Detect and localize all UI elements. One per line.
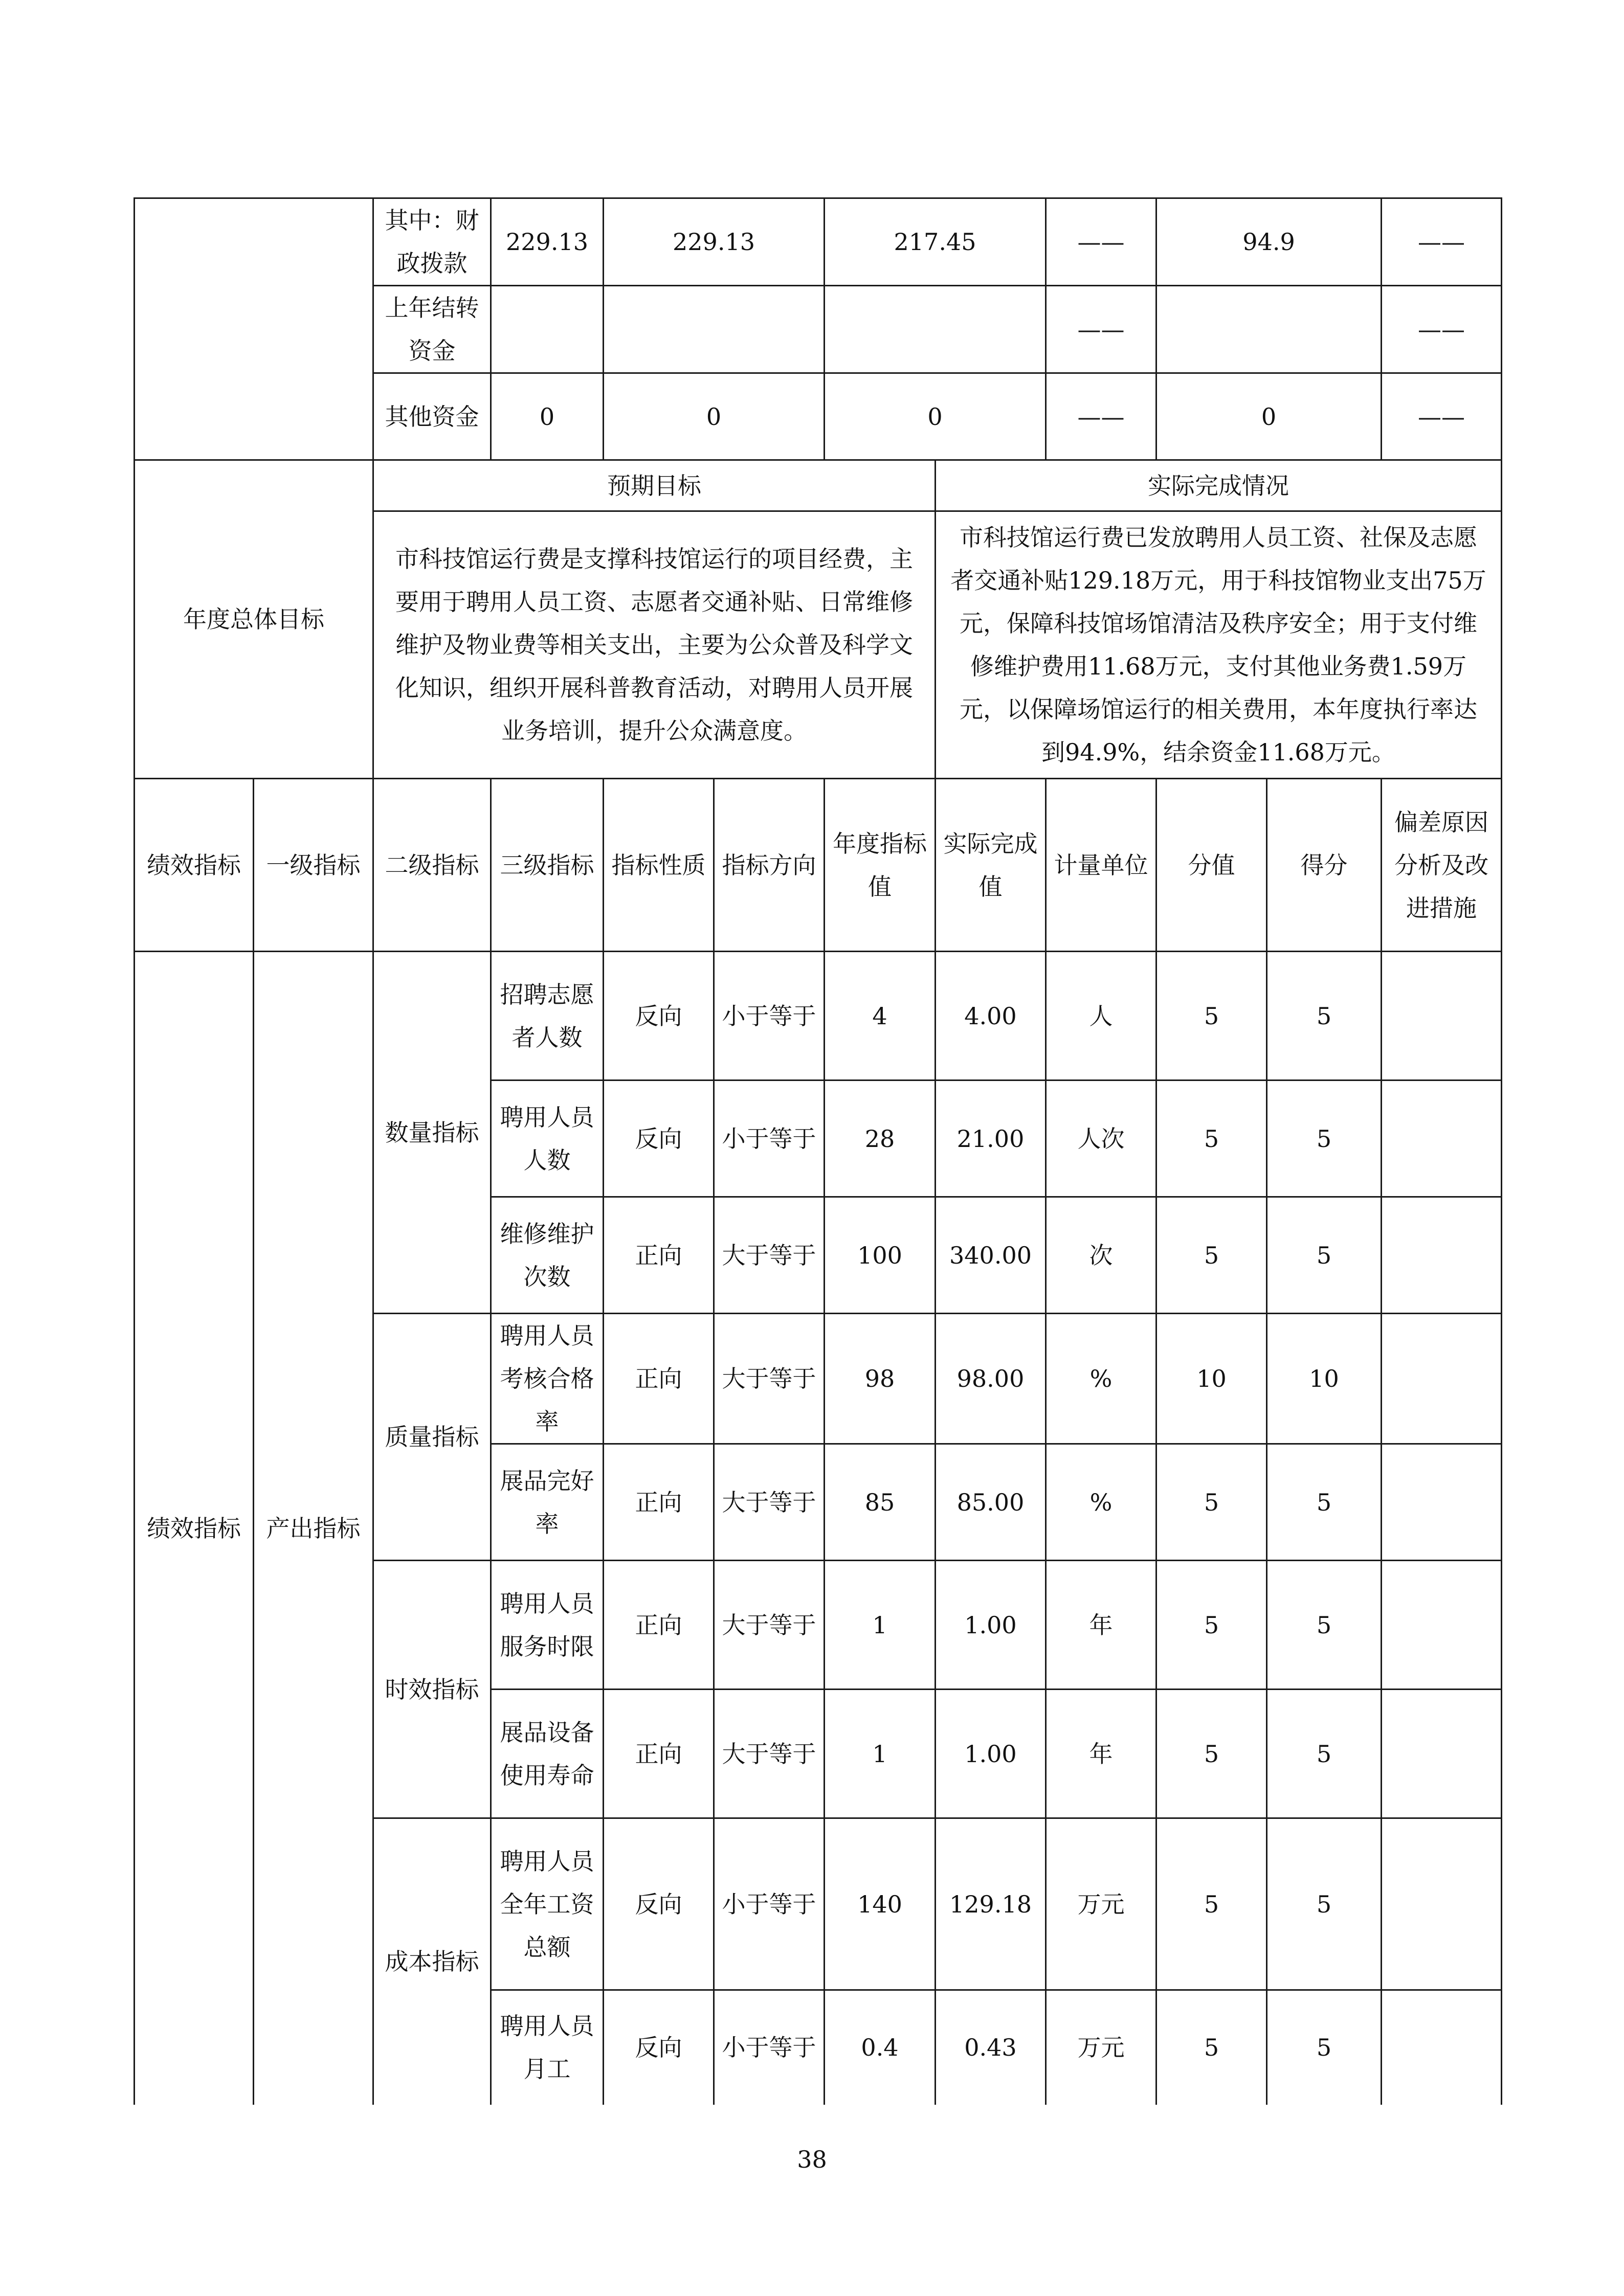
- indicator-row: [135, 952, 1502, 1081]
- indicator-target: 140: [825, 1818, 936, 1990]
- indicator-score: 5: [1156, 1561, 1267, 1690]
- indicator-direction: 大于等于: [714, 1561, 825, 1690]
- indicator-got: 5: [1267, 952, 1382, 1081]
- header-cell: 年度指标值: [825, 779, 936, 952]
- header-cell: 得分: [1267, 779, 1382, 952]
- indicator-direction: 大于等于: [714, 1444, 825, 1561]
- indicator-group: 数量指标: [373, 952, 491, 1314]
- indicator-unit: 人次: [1046, 1081, 1156, 1197]
- indicator-note: [1382, 1561, 1502, 1690]
- indicator-actual: 85.00: [936, 1444, 1046, 1561]
- indicator-name: 聘用人员月工: [491, 1990, 604, 2105]
- budget-value: 0: [825, 373, 1046, 460]
- indicator-target: 1: [825, 1690, 936, 1818]
- header-cell: 三级指标: [491, 779, 604, 952]
- indicator-unit: 人: [1046, 952, 1156, 1081]
- indicator-group: 时效指标: [373, 1561, 491, 1818]
- indicator-got: 5: [1267, 1197, 1382, 1314]
- indicator-note: [1382, 1314, 1502, 1444]
- header-cell: 指标方向: [714, 779, 825, 952]
- budget-value: 229.13: [491, 198, 604, 286]
- indicator-note: [1382, 1990, 1502, 2105]
- budget-value: 0: [1156, 373, 1382, 460]
- indicator-got: 5: [1267, 1818, 1382, 1990]
- indicator-note: [1382, 952, 1502, 1081]
- budget-value: 217.45: [825, 198, 1046, 286]
- indicator-unit: 万元: [1046, 1818, 1156, 1990]
- indicator-note: [1382, 1818, 1502, 1990]
- budget-value: ——: [1382, 198, 1502, 286]
- budget-value: [604, 286, 825, 373]
- indicator-actual: 1.00: [936, 1561, 1046, 1690]
- indicator-target: 98: [825, 1314, 936, 1444]
- indicator-unit: 年: [1046, 1561, 1156, 1690]
- header-cell: 偏差原因分析及改进措施: [1382, 779, 1502, 952]
- indicator-score: 5: [1156, 1990, 1267, 2105]
- actual-result-text: 市科技馆运行费已发放聘用人员工资、社保及志愿者交通补贴129.18万元，用于科技馆物业支出75万元，保障科技馆场馆清洁及秩序安全；用于支付维修维护费用11.68万元，支付其他业务费1.59万元，以保障场馆运行的相关费用，本年度执行率达到94.9%，结余资金11.68万元。: [936, 511, 1502, 779]
- indicator-actual: 4.00: [936, 952, 1046, 1081]
- indicator-name: 聘用人员全年工资总额: [491, 1818, 604, 1990]
- header-cell: 一级指标: [254, 779, 373, 952]
- indicator-nature: 反向: [604, 1081, 714, 1197]
- indicator-direction: 大于等于: [714, 1314, 825, 1444]
- annual-goal-label: 年度总体目标: [135, 460, 373, 779]
- indicator-nature: 反向: [604, 952, 714, 1081]
- performance-table: [134, 197, 1502, 2105]
- indicator-target: 85: [825, 1444, 936, 1561]
- indicator-group: 质量指标: [373, 1314, 491, 1561]
- indicator-note: [1382, 1197, 1502, 1314]
- indicator-score: 5: [1156, 1818, 1267, 1990]
- budget-value: [1156, 286, 1382, 373]
- indicator-direction: 小于等于: [714, 1818, 825, 1990]
- header-cell: 二级指标: [373, 779, 491, 952]
- indicator-actual: 1.00: [936, 1690, 1046, 1818]
- indicator-level1: 产出指标: [254, 952, 373, 2105]
- indicator-nature: 正向: [604, 1561, 714, 1690]
- indicator-name: 招聘志愿者人数: [491, 952, 604, 1081]
- indicator-actual: 21.00: [936, 1081, 1046, 1197]
- indicator-target: 100: [825, 1197, 936, 1314]
- indicator-target: 0.4: [825, 1990, 936, 2105]
- indicator-actual: 340.00: [936, 1197, 1046, 1314]
- indicator-group: 成本指标: [373, 1818, 491, 2105]
- indicator-score: 5: [1156, 1444, 1267, 1561]
- indicator-name: 聘用人员人数: [491, 1081, 604, 1197]
- indicator-nature: 正向: [604, 1197, 714, 1314]
- budget-value: 0: [604, 373, 825, 460]
- header-cell: 实际完成值: [936, 779, 1046, 952]
- indicator-nature: 反向: [604, 1818, 714, 1990]
- indicator-direction: 小于等于: [714, 1081, 825, 1197]
- indicator-direction: 大于等于: [714, 1197, 825, 1314]
- indicator-target: 1: [825, 1561, 936, 1690]
- blank-cell: [135, 198, 373, 460]
- header-cell: 分值: [1156, 779, 1267, 952]
- indicator-nature: 正向: [604, 1690, 714, 1818]
- indicator-note: [1382, 1081, 1502, 1197]
- budget-label: 上年结转资金: [373, 286, 491, 373]
- indicator-actual: 98.00: [936, 1314, 1046, 1444]
- indicator-actual: 129.18: [936, 1818, 1046, 1990]
- actual-result-header: 实际完成情况: [936, 460, 1502, 511]
- indicator-direction: 小于等于: [714, 1990, 825, 2105]
- header-cell: 计量单位: [1046, 779, 1156, 952]
- indicator-name: 展品完好率: [491, 1444, 604, 1561]
- header-cell: 绩效指标: [135, 779, 254, 952]
- indicator-direction: 小于等于: [714, 952, 825, 1081]
- indicator-score: 5: [1156, 952, 1267, 1081]
- expected-goal-text: 市科技馆运行费是支撑科技馆运行的项目经费，主要用于聘用人员工资、志愿者交通补贴、日常维修维护及物业费等相关支出，主要为公众普及科学文化知识，组织开展科普教育活动，对聘用人员开展业务培训，提升公众满意度。: [373, 511, 936, 779]
- budget-label: 其中：财政拨款: [373, 198, 491, 286]
- indicator-got: 5: [1267, 1444, 1382, 1561]
- indicator-unit: %: [1046, 1314, 1156, 1444]
- indicator-name: 维修维护次数: [491, 1197, 604, 1314]
- budget-value: 0: [491, 373, 604, 460]
- indicator-nature: 正向: [604, 1444, 714, 1561]
- indicator-name: 聘用人员考核合格率: [491, 1314, 604, 1444]
- budget-value: ——: [1046, 198, 1156, 286]
- indicator-unit: 年: [1046, 1690, 1156, 1818]
- indicator-header-row: [135, 779, 1502, 952]
- budget-value: [491, 286, 604, 373]
- budget-value: ——: [1046, 373, 1156, 460]
- indicator-got: 5: [1267, 1690, 1382, 1818]
- budget-value: 94.9: [1156, 198, 1382, 286]
- indicator-name: 聘用人员服务时限: [491, 1561, 604, 1690]
- budget-value: ——: [1046, 286, 1156, 373]
- indicator-nature: 反向: [604, 1990, 714, 2105]
- indicator-score: 10: [1156, 1314, 1267, 1444]
- indicator-got: 10: [1267, 1314, 1382, 1444]
- indicator-actual: 0.43: [936, 1990, 1046, 2105]
- indicator-direction: 大于等于: [714, 1690, 825, 1818]
- indicator-note: [1382, 1690, 1502, 1818]
- indicator-got: 5: [1267, 1561, 1382, 1690]
- indicator-score: 5: [1156, 1081, 1267, 1197]
- goal-header-row: [135, 460, 1502, 511]
- indicator-got: 5: [1267, 1990, 1382, 2105]
- indicator-unit: 次: [1046, 1197, 1156, 1314]
- indicator-name: 展品设备使用寿命: [491, 1690, 604, 1818]
- header-cell: 指标性质: [604, 779, 714, 952]
- indicator-got: 5: [1267, 1081, 1382, 1197]
- budget-value: ——: [1382, 373, 1502, 460]
- indicator-note: [1382, 1444, 1502, 1561]
- indicator-unit: 万元: [1046, 1990, 1156, 2105]
- indicator-nature: 正向: [604, 1314, 714, 1444]
- page-number: 38: [797, 2146, 827, 2173]
- budget-row: [135, 198, 1502, 286]
- expected-goal-header: 预期目标: [373, 460, 936, 511]
- indicator-target: 28: [825, 1081, 936, 1197]
- budget-value: [825, 286, 1046, 373]
- budget-label: 其他资金: [373, 373, 491, 460]
- indicator-score: 5: [1156, 1690, 1267, 1818]
- budget-value: ——: [1382, 286, 1502, 373]
- indicator-level0: 绩效指标: [135, 952, 254, 2105]
- indicator-target: 4: [825, 952, 936, 1081]
- budget-value: 229.13: [604, 198, 825, 286]
- indicator-score: 5: [1156, 1197, 1267, 1314]
- indicator-unit: %: [1046, 1444, 1156, 1561]
